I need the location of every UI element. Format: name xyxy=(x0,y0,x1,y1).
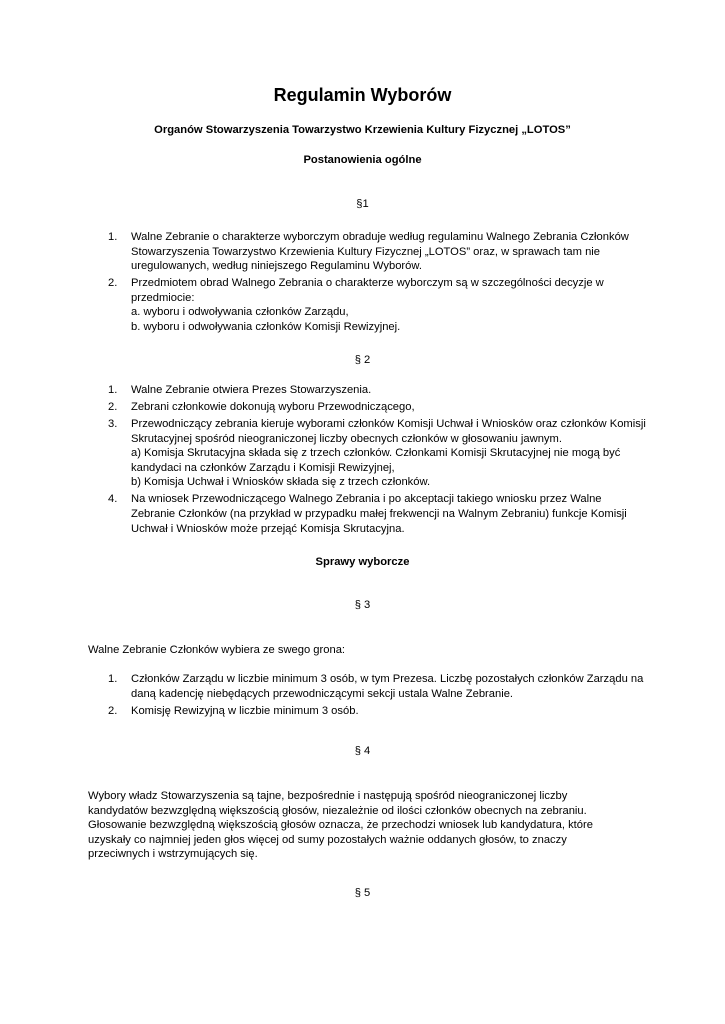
section-5-mark: § 5 xyxy=(354,887,371,899)
list-item xyxy=(88,672,648,701)
heading-general-provisions: Postanowienia ogólne xyxy=(303,154,422,166)
list-item-number: 4. xyxy=(108,493,118,506)
list-item-text: Przedmiotem obrad Walnego Zebrania o charakterze wyborczym są w szczególności decyzje w przedmiocie: xyxy=(131,277,604,304)
section-4-mark: § 4 xyxy=(354,745,371,757)
section-3-intro: Walne Zebranie Członków wybiera ze swego grona: xyxy=(88,644,346,656)
list-item-text: Członków Zarządu w liczbie minimum 3 osób, w tym Prezesa. Liczbę pozostałych członków Zarządu na daną kadencję niebędących przewodniczącymi sekcji ustala Walne Zebranie. xyxy=(131,673,644,700)
list-subitem: a) Komisja Skrutacyjna składa się z trzech członków. Członkami Komisji Skrutacyjnej nie mogą być kandydaci na członków Zarządu i Komisji Rewizyjnej, xyxy=(131,447,621,474)
list-subitem: b) Komisja Uchwał i Wniosków składa się z trzech członków. xyxy=(131,476,431,489)
list-item-number: 1. xyxy=(108,673,118,685)
list-item-number: 1. xyxy=(108,384,118,396)
section-3-list xyxy=(88,672,648,721)
section-3-mark: § 3 xyxy=(354,599,371,611)
list-item-number: 1. xyxy=(108,231,118,243)
section-1-list xyxy=(88,230,648,337)
list-item-number: 2. xyxy=(108,704,118,717)
list-item xyxy=(88,230,648,274)
section-1-mark: §1 xyxy=(356,198,369,210)
list-item xyxy=(88,492,648,536)
list-item-text: Walne Zebranie o charakterze wyborczym obraduje według regulaminu Walnego Zebrania Członków Stowarzyszenia Towarzystwo Krzewienia Kultury Fizycznej „LOTOS” oraz, w sprawach tam nie uregulowanych, według niniejszego Regulaminu Wyborów. xyxy=(131,231,629,273)
list-item-number: 2. xyxy=(108,400,118,413)
section-2-list xyxy=(88,383,648,539)
heading-election-matters: Sprawy wyborcze xyxy=(315,556,410,568)
list-item xyxy=(88,276,648,334)
document-title: Regulamin Wyborów xyxy=(273,85,452,105)
list-item xyxy=(88,417,648,490)
list-item xyxy=(88,400,648,415)
document-subtitle: Organów Stowarzyszenia Towarzystwo Krzewienia Kultury Fizycznej „LOTOS” xyxy=(154,124,571,136)
list-item-text: Na wniosek Przewodniczącego Walnego Zebrania i po akceptacji takiego wniosku przez Walne Zebranie Członków (na przykład w przypadku małej frekwencji na Walnym Zebraniu) funkcje Komisji Uchwał i Wniosków może przejąć Komisja Skrutacyjna. xyxy=(131,493,627,535)
list-item-text: Walne Zebranie otwiera Prezes Stowarzyszenia. xyxy=(131,384,372,396)
list-item xyxy=(88,704,648,719)
section-2-mark: § 2 xyxy=(354,354,371,366)
list-subitem: a. wyboru i odwoływania członków Zarządu, xyxy=(131,306,349,319)
list-item xyxy=(88,383,648,398)
list-item-number: 3. xyxy=(108,417,118,430)
list-subitem: b. wyboru i odwoływania członków Komisji Rewizyjnej. xyxy=(131,320,401,333)
list-item-number: 2. xyxy=(108,277,118,290)
section-4-text: Wybory władz Stowarzyszenia są tajne, bezpośrednie i następują spośród nieograniczonej liczby kandydatów bezwzględną większością głosów, niezależnie od ilości członków obecnych na zebraniu. Głosowanie bezwzględną większością głosów oznacza, że przechodzi wniosek lub kandydatura, które uzyskały co najmniej jeden głos więcej od sumy pozostałych ważnie oddanych głosów, to znaczy przeciwnych i wstrzymujących się. xyxy=(88,790,593,861)
list-item-text: Przewodniczący zebrania kieruje wyborami członków Komisji Uchwał i Wniosków oraz członków Komisji Skrutacyjnej spośród nieograniczonej liczby obecnych członków w głosowaniu jawnym. xyxy=(131,417,646,445)
list-item-text: Komisję Rewizyjną w liczbie minimum 3 osób. xyxy=(131,704,359,717)
list-item-text: Zebrani członkowie dokonują wyboru Przewodniczącego, xyxy=(131,400,415,413)
